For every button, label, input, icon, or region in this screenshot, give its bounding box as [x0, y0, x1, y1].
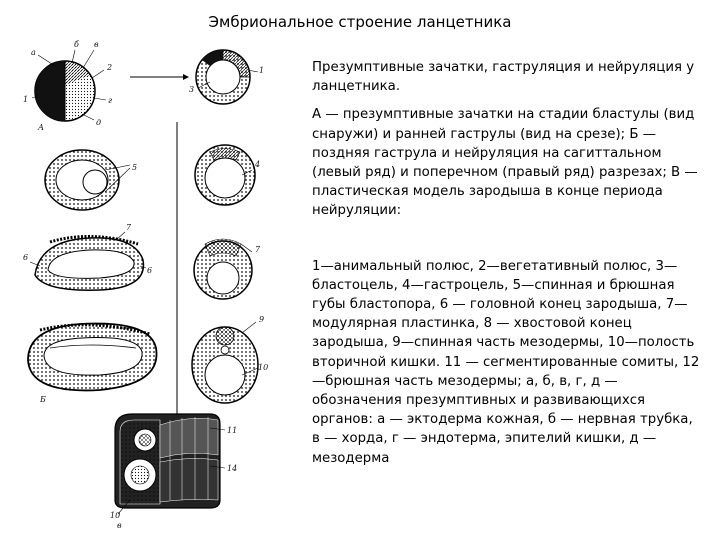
label-1: 1	[23, 95, 29, 104]
label-5: 5	[132, 163, 138, 172]
label-7-right: 7	[255, 245, 261, 254]
label-v: в	[94, 40, 99, 49]
label-10-bottom: 10	[110, 511, 121, 520]
neurula-cross-2	[192, 322, 258, 403]
neurula-sagittal-1	[30, 232, 146, 290]
caption-text	[312, 58, 704, 468]
label-6-right: 6	[147, 266, 153, 275]
label-3: 3	[189, 85, 195, 94]
label-B: Б	[40, 395, 46, 404]
gastrula-sagittal-1	[45, 150, 130, 210]
page-title: Эмбриональное строение ланцетника	[208, 13, 512, 31]
arrow-right	[130, 74, 189, 80]
neurula-sagittal-2	[28, 324, 157, 391]
neurula-cross-1	[194, 239, 252, 299]
arrow-down	[174, 122, 180, 446]
label-9: 9	[259, 315, 265, 324]
label-a: а	[31, 48, 36, 57]
label-b: б	[74, 40, 79, 49]
gastrula-cross-1	[195, 145, 255, 205]
label-7: 7	[126, 223, 132, 232]
label-6: 6	[23, 253, 29, 262]
embryo-illustration	[20, 30, 292, 530]
blastula-exterior	[32, 50, 106, 121]
caption-description: А — презумптивные зачатки на стадии бластулы (вид снаружи) и ранней гаструлы (вид на срезе); Б — поздняя гаструла и нейруляция на сагиттальном (левый ряд) и поперечном (правый ряд) разрезах; В — пластическая модель зародыша в конце периода нейруляции:	[312, 107, 698, 219]
label-V: в	[117, 521, 122, 530]
caption-legend: 1—анимальный полюс, 2—вегетативный полюс, 3—бластоцель, 4—гастроцель, 5—спинная и брюшная губы бластопора, 6 — головной конец зародыша, 7—модулярная пластинка, 8 — хвостовой конец зародыша, 9—спинная часть мезодермы, 10—полость вторичной кишки. 11 — сегментированные сомиты, 12—брюшная часть мезодермы; а, б, в, г, д — обозначения презумптивных и развивающихся органов: а — эктодерма кожная, б — нервная трубка, в — хорда, г — эндотерма, эпителий кишки, д —мезодерма	[312, 258, 700, 466]
label-11: 11	[227, 426, 238, 435]
lancelet-embryo-figure	[20, 30, 292, 530]
caption-heading: Презумптивные зачатки, гаструляция и нейруляция у ланцетника.	[312, 60, 695, 95]
label-g: г	[108, 96, 113, 105]
label-1-right: 1	[259, 66, 265, 75]
label-d: д	[96, 118, 102, 127]
plastic-embryo-model	[115, 414, 225, 514]
label-4: 4	[255, 160, 261, 169]
label-14: 14	[227, 464, 238, 473]
label-2: 2	[107, 63, 113, 72]
early-gastrula-section	[196, 50, 258, 104]
label-A: А	[38, 123, 45, 132]
label-10: 10	[258, 363, 269, 372]
